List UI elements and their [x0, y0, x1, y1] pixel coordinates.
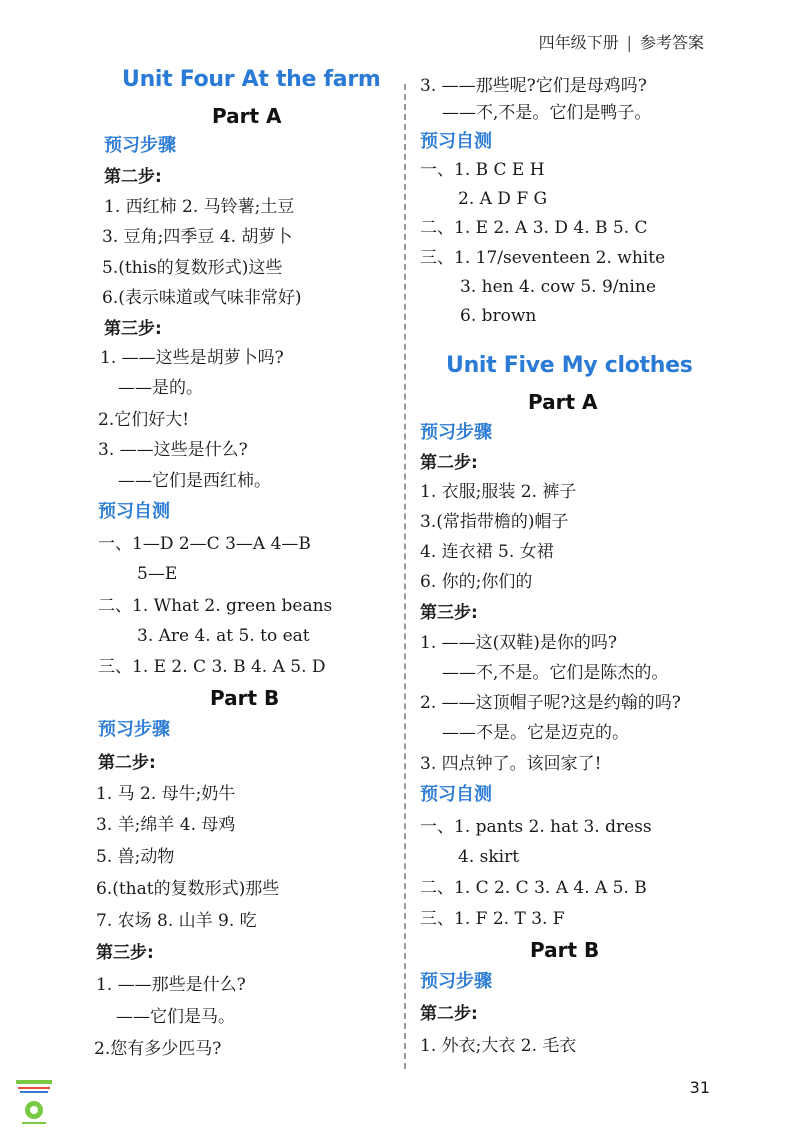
preview-steps-heading: 预习步骤: [420, 971, 492, 992]
answer-line: 6. brown: [460, 306, 537, 326]
self-test-heading: 预习自测: [98, 501, 170, 522]
answer-line: 3.(常指带檐的)帽子: [420, 512, 569, 532]
answer-line: 二、1. E 2. A 3. D 4. B 5. C: [420, 218, 648, 238]
answer-line: 三、1. F 2. T 3. F: [420, 909, 565, 929]
answer-line: 一、1. B C E H: [420, 160, 545, 180]
answer-line: 1. 外衣;大衣 2. 毛衣: [420, 1036, 577, 1056]
answer-line: 二、1. What 2. green beans: [98, 596, 333, 616]
answer-line: 4. 连衣裙 5. 女裙: [420, 542, 554, 562]
answer-line: ——它们是马。: [116, 1007, 235, 1027]
step-two-label: 第二步:: [420, 453, 478, 473]
part-a-heading: Part A: [212, 104, 282, 128]
answer-line: 三、1. E 2. C 3. B 4. A 5. D: [98, 657, 326, 677]
column-divider: [404, 84, 406, 1069]
answer-line: 三、1. 17/seventeen 2. white: [420, 248, 666, 268]
header-grade: 四年级下册: [538, 33, 619, 52]
page-number: 31: [689, 1078, 710, 1097]
answer-line: 7. 农场 8. 山羊 9. 吃: [96, 911, 257, 931]
answer-line: 6. 你的;你们的: [420, 572, 533, 592]
answer-line: 3. hen 4. cow 5. 9/nine: [460, 277, 656, 297]
step-two-label: 第二步:: [98, 753, 156, 773]
answer-line: ——不,不是。它们是陈杰的。: [442, 663, 669, 683]
step-three-label: 第三步:: [420, 603, 478, 623]
step-two-label: 第二步:: [420, 1004, 478, 1024]
answer-line: 二、1. C 2. C 3. A 4. A 5. B: [420, 878, 647, 898]
header-separator: |: [626, 33, 632, 52]
answer-line: 1. 衣服;服装 2. 裤子: [420, 482, 577, 502]
answer-line: 5—E: [137, 564, 178, 584]
answer-line: 5.(this的复数形式)这些: [102, 258, 283, 278]
step-two-label: 第二步:: [104, 167, 162, 187]
answer-line: 3. Are 4. at 5. to eat: [137, 626, 310, 646]
answer-line: 一、1. pants 2. hat 3. dress: [420, 817, 652, 837]
answer-line: 3. 豆角;四季豆 4. 胡萝卜: [102, 227, 293, 247]
answer-line: 2.您有多少匹马?: [94, 1039, 222, 1059]
answer-line: 3. 羊;绵羊 4. 母鸡: [96, 815, 236, 835]
step-three-label: 第三步:: [96, 943, 154, 963]
answer-line: 1. 马 2. 母牛;奶牛: [96, 784, 236, 804]
answer-line: 2. A D F G: [458, 189, 548, 209]
answer-line: 3. ——那些呢?它们是母鸡吗?: [420, 76, 647, 96]
answer-line: 1. 西红柿 2. 马铃薯;土豆: [104, 197, 295, 217]
preview-steps-heading: 预习步骤: [420, 422, 492, 443]
answer-line: ——不,不是。它们是鸭子。: [442, 103, 652, 123]
part-b-heading: Part B: [530, 938, 600, 962]
answer-line: ——不是。它是迈克的。: [442, 723, 629, 743]
answer-line: 一、1—D 2—C 3—A 4—B: [98, 534, 311, 554]
answer-line: ——它们是西红柿。: [118, 471, 271, 491]
part-a-heading: Part A: [528, 390, 598, 414]
unit-five-title: Unit Five My clothes: [446, 353, 693, 378]
answer-line: 2. ——这顶帽子呢?这是约翰的吗?: [420, 693, 681, 713]
answer-line: 1. ——这(双鞋)是你的吗?: [420, 633, 618, 653]
preview-steps-heading: 预习步骤: [98, 719, 170, 740]
answer-line: 1. ——这些是胡萝卜吗?: [100, 348, 284, 368]
self-test-heading: 预习自测: [420, 131, 492, 152]
preview-steps-heading: 预习步骤: [104, 135, 176, 156]
answer-line: 1. ——那些是什么?: [96, 975, 246, 995]
answer-line: 6.(表示味道或气味非常好): [102, 288, 302, 308]
self-test-heading: 预习自测: [420, 784, 492, 805]
answer-line: 2.它们好大!: [98, 410, 190, 430]
part-b-heading: Part B: [210, 686, 280, 710]
unit-four-title: Unit Four At the farm: [122, 67, 381, 92]
answer-line: 3. 四点钟了。该回家了!: [420, 754, 602, 774]
answer-line: 6.(that的复数形式)那些: [96, 879, 280, 899]
step-three-label: 第三步:: [104, 319, 162, 339]
page-header: [539, 30, 704, 53]
answer-line: 3. ——这些是什么?: [98, 440, 248, 460]
answer-line: ——是的。: [118, 378, 203, 398]
header-label: 参考答案: [639, 33, 704, 52]
answer-line: 4. skirt: [458, 847, 520, 867]
publisher-logo-icon: [14, 1078, 54, 1126]
answer-line: 5. 兽;动物: [96, 847, 175, 867]
